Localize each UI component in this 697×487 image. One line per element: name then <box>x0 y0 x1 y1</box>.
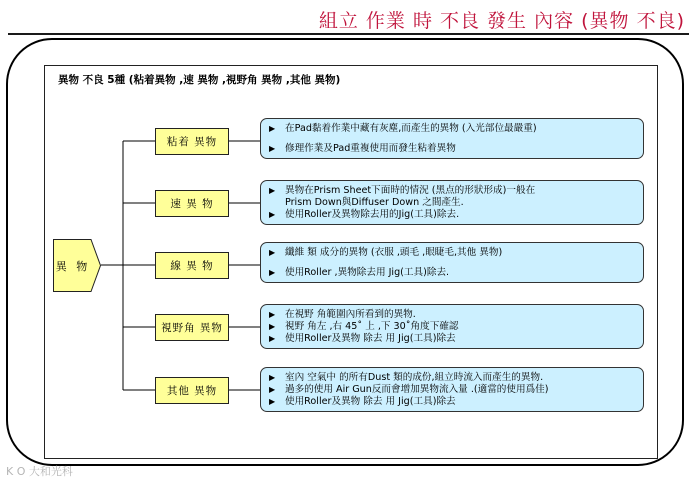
description-line <box>269 267 635 279</box>
bullet-arrow-icon: ▶ <box>269 124 276 133</box>
description-line <box>269 185 635 197</box>
description-box <box>260 304 644 349</box>
description-line <box>269 384 635 396</box>
description-text: 視野 角左 ,右 45˚ 上 ,下 30˚角度下確認 <box>285 321 459 332</box>
description-box <box>260 180 644 225</box>
description-text: 在Pad黏着作業中藏有灰塵,而產生的異物 (入光部位最嚴重) <box>285 123 537 134</box>
bullet-arrow-icon: ▶ <box>269 248 276 257</box>
category-label: 線 異 物 <box>170 260 214 272</box>
description-line <box>269 396 635 408</box>
diagram-heading: 異物 不良 5種 (粘着異物 ,速 異物 ,視野角 異物 ,其他 異物) <box>58 74 341 86</box>
description-box <box>260 118 644 159</box>
description-box <box>260 367 644 412</box>
category-label: 其他 異物 <box>166 385 218 397</box>
description-line <box>269 143 635 155</box>
bullet-arrow-icon: ▶ <box>269 144 276 153</box>
description-text: 過多的使用 Air Gun反而會增加異物流入量 .(適當的使用爲佳) <box>285 384 549 395</box>
category-box-adhesive <box>155 128 229 155</box>
bullet-arrow-icon: ▶ <box>269 385 276 394</box>
category-box-speed <box>155 190 229 217</box>
category-box-other <box>155 377 229 404</box>
bullet-arrow-icon: ▶ <box>269 373 276 382</box>
description-line <box>269 372 635 384</box>
root-label: 異 物 <box>55 259 91 273</box>
page-title: 組立 作業 時 不良 發生 內容 (異物 不良) <box>318 10 685 32</box>
description-line <box>269 321 635 333</box>
category-box-viewing-angle <box>155 314 229 341</box>
bullet-arrow-icon: ▶ <box>269 322 276 331</box>
category-label: 速 異 物 <box>170 198 214 210</box>
bullet-arrow-icon: ▶ <box>269 210 276 219</box>
root-node <box>53 239 101 292</box>
bullet-arrow-icon: ▶ <box>269 334 276 343</box>
description-line <box>269 247 635 259</box>
category-label: 視野角 異物 <box>161 322 223 334</box>
description-text: 修理作業及Pad重複使用而發生粘着異物 <box>285 143 456 154</box>
description-line <box>269 209 635 221</box>
bullet-arrow-icon: ▶ <box>269 268 276 277</box>
description-text: Prism Down與Diffuser Down 之間產生. <box>285 197 464 208</box>
bullet-arrow-icon: ▶ <box>269 397 276 406</box>
description-line <box>269 123 635 135</box>
category-label: 粘着 異物 <box>166 136 218 148</box>
description-line <box>269 333 635 345</box>
description-text: 室內 空氣中 的所有Dust 類的成份,組立時流入而產生的異物. <box>285 372 544 383</box>
description-text: 在視野 角範圍內所看到的異物. <box>285 309 416 320</box>
description-text: 使用Roller及異物 除去 用 Jig(工具)除去 <box>285 396 456 407</box>
watermark: K O 大和光科 <box>6 465 73 478</box>
bullet-arrow-icon: ▶ <box>269 186 276 195</box>
bullet-arrow-icon: ▶ <box>269 310 276 319</box>
category-box-line <box>155 252 229 279</box>
description-text: 纖維 類 成分的異物 (衣服 ,頭毛 ,眼睫毛,其他 異物) <box>285 247 503 258</box>
line-spacer <box>269 135 635 143</box>
description-text: 使用Roller ,異物除去用 Jig(工具)除去. <box>285 267 450 278</box>
description-text: 使用Roller及異物 除去 用 Jig(工具)除去 <box>285 333 456 344</box>
description-box <box>260 242 644 283</box>
description-text: 使用Roller及異物除去用的Jig(工具)除去. <box>285 209 460 220</box>
description-line <box>269 197 635 209</box>
line-spacer <box>269 259 635 267</box>
description-line <box>269 309 635 321</box>
description-text: 異物在Prism Sheet下面時的情況 (黑点的形狀形成)一般在 <box>285 185 536 196</box>
